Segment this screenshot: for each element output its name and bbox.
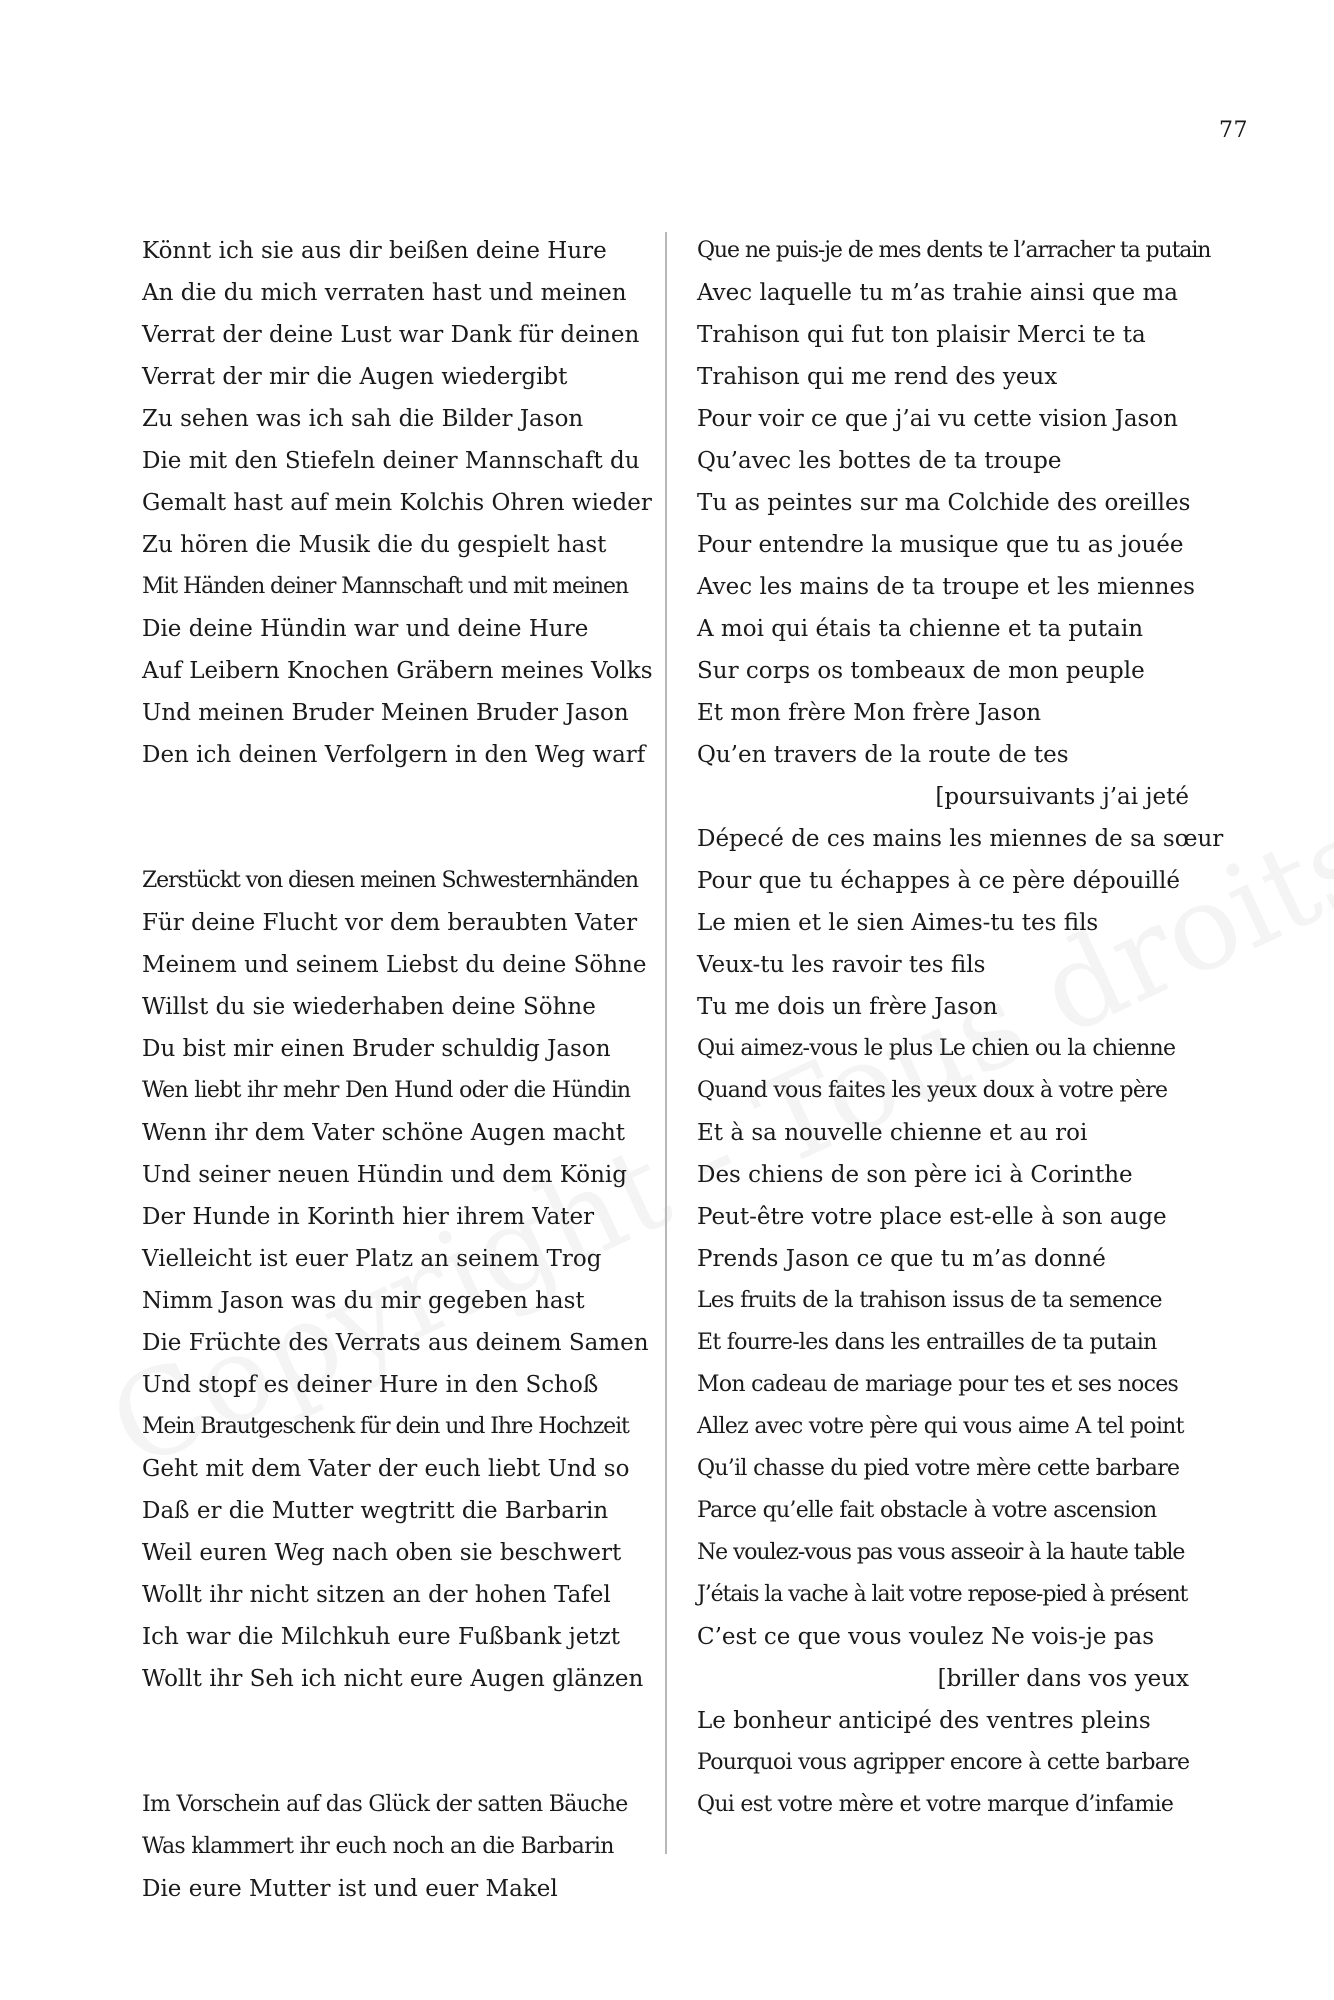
french-line: Pour entendre la musique que tu as jouée [697,532,1184,558]
french-line: Sur corps os tombeaux de mon peuple [697,658,1145,684]
german-line: Daß er die Mutter wegtritt die Barbarin [142,1498,609,1524]
german-line: Zu hören die Musik die du gespielt hast [142,532,607,558]
french-line: Qu’il chasse du pied votre mère cette barbare [697,1456,1180,1481]
stanza-break [142,1742,642,1784]
german-line: Verrat der deine Lust war Dank für deinen [142,322,640,348]
french-line: Qu’en travers de la route de tes [697,742,1069,768]
german-line: Du bist mir einen Bruder schuldig Jason [142,1036,611,1062]
german-line: Zu sehen was ich sah die Bilder Jason [142,406,584,432]
french-line-continuation: [poursuivants j’ai jeté [935,784,1189,810]
german-line: Willst du sie wiederhaben deine Söhne [142,994,596,1020]
german-line: Gemalt hast auf mein Kolchis Ohren wieder [142,490,652,516]
stanza-break [142,776,642,818]
german-line: Auf Leibern Knochen Gräbern meines Volks [142,658,653,684]
german-line: An die du mich verraten hast und meinen [142,280,627,306]
german-line: Ich war die Milchkuh eure Fußbank jetzt [142,1624,620,1650]
german-line: Könnt ich sie aus dir beißen deine Hure [142,238,607,264]
french-line: Les fruits de la trahison issus de ta semence [697,1288,1162,1313]
french-line: Avec laquelle tu m’as trahie ainsi que ma [697,280,1179,306]
german-line: Wen liebt ihr mehr Den Hund oder die Hündin [142,1078,631,1103]
german-line: Meinem und seinem Liebst du deine Söhne [142,952,647,978]
german-line: Und stopf es deiner Hure in den Schoß [142,1372,599,1398]
german-line: Verrat der mir die Augen wiedergibt [142,364,568,390]
german-line: Die eure Mutter ist und euer Makel [142,1876,558,1902]
french-line: C’est ce que vous voulez Ne vois-je pas [697,1624,1155,1650]
french-line: Le bonheur anticipé des ventres pleins [697,1708,1151,1734]
french-line: Qui aimez-vous le plus Le chien ou la chienne [697,1036,1176,1061]
stanza-break [142,818,642,860]
french-line: Et à sa nouvelle chienne et au roi [697,1120,1088,1146]
german-line: Der Hunde in Korinth hier ihrem Vater [142,1204,595,1230]
german-line: Und seiner neuen Hündin und dem König [142,1162,628,1188]
german-line: Im Vorschein auf das Glück der satten Bäuche [142,1792,628,1817]
german-line: Zerstückt von diesen meinen Schwesternhänden [142,868,638,893]
french-line: Et mon frère Mon frère Jason [697,700,1042,726]
german-line: Wollt ihr Seh ich nicht eure Augen glänzen [142,1666,644,1692]
french-line: Tu me dois un frère Jason [697,994,998,1020]
french-line: Trahison qui fut ton plaisir Merci te ta [697,322,1146,348]
french-line: Trahison qui me rend des yeux [697,364,1058,390]
german-line: Vielleicht ist euer Platz an seinem Trog [142,1246,602,1272]
french-line: Dépecé de ces mains les miennes de sa sœur [697,826,1224,852]
german-line: Die mit den Stiefeln deiner Mannschaft du [142,448,640,474]
german-line: Mit Händen deiner Mannschaft und mit meinen [142,574,628,599]
german-line: Für deine Flucht vor dem beraubten Vater [142,910,638,936]
french-line: Que ne puis-je de mes dents te l’arracher ta putain [697,238,1211,263]
german-line: Mein Brautgeschenk für dein und Ihre Hochzeit [142,1414,629,1439]
french-line: J’étais la vache à lait votre repose-pied à présent [697,1582,1188,1607]
german-line: Was klammert ihr euch noch an die Barbarin [142,1834,614,1859]
german-line: Die Früchte des Verrats aus deinem Samen [142,1330,649,1356]
french-line: Avec les mains de ta troupe et les miennes [697,574,1195,600]
french-line: Quand vous faites les yeux doux à votre père [697,1078,1168,1103]
french-text-column [697,230,1224,1826]
german-text-column [142,230,653,1910]
german-line: Geht mit dem Vater der euch liebt Und so [142,1456,630,1482]
french-line: Le mien et le sien Aimes-tu tes fils [697,910,1099,936]
column-divider [665,232,667,1854]
french-line: Parce qu’elle fait obstacle à votre ascension [697,1498,1157,1523]
german-line: Und meinen Bruder Meinen Bruder Jason [142,700,629,726]
french-line: Mon cadeau de mariage pour tes et ses noces [697,1372,1179,1397]
german-line: Wollt ihr nicht sitzen an der hohen Tafel [142,1582,611,1608]
french-line: Ne voulez-vous pas vous asseoir à la haute table [697,1540,1185,1565]
french-line: Pour voir ce que j’ai vu cette vision Jason [697,406,1178,432]
french-line: Tu as peintes sur ma Colchide des oreilles [697,490,1191,516]
german-line: Den ich deinen Verfolgern in den Weg warf [142,742,646,768]
french-line: Qui est votre mère et votre marque d’infamie [697,1792,1174,1817]
french-line: Qu’avec les bottes de ta troupe [697,448,1062,474]
page-number: 77 [1219,118,1248,143]
stanza-break [142,1700,642,1742]
french-line: Peut-être votre place est-elle à son auge [697,1204,1167,1230]
german-line: Nimm Jason was du mir gegeben hast [142,1288,585,1314]
french-line: Pourquoi vous agripper encore à cette barbare [697,1750,1190,1775]
french-line: A moi qui étais ta chienne et ta putain [697,616,1144,642]
french-line-continuation: [briller dans vos yeux [937,1666,1189,1692]
german-line: Die deine Hündin war und deine Hure [142,616,589,642]
german-line: Weil euren Weg nach oben sie beschwert [142,1540,622,1566]
french-line: Et fourre-les dans les entrailles de ta putain [697,1330,1157,1355]
french-line: Pour que tu échappes à ce père dépouillé [697,868,1180,894]
french-line: Prends Jason ce que tu m’as donné [697,1246,1106,1272]
french-line: Allez avec votre père qui vous aime A tel point [697,1414,1184,1439]
french-line: Des chiens de son père ici à Corinthe [697,1162,1133,1188]
french-line: Veux-tu les ravoir tes fils [697,952,986,978]
german-line: Wenn ihr dem Vater schöne Augen macht [142,1120,626,1146]
